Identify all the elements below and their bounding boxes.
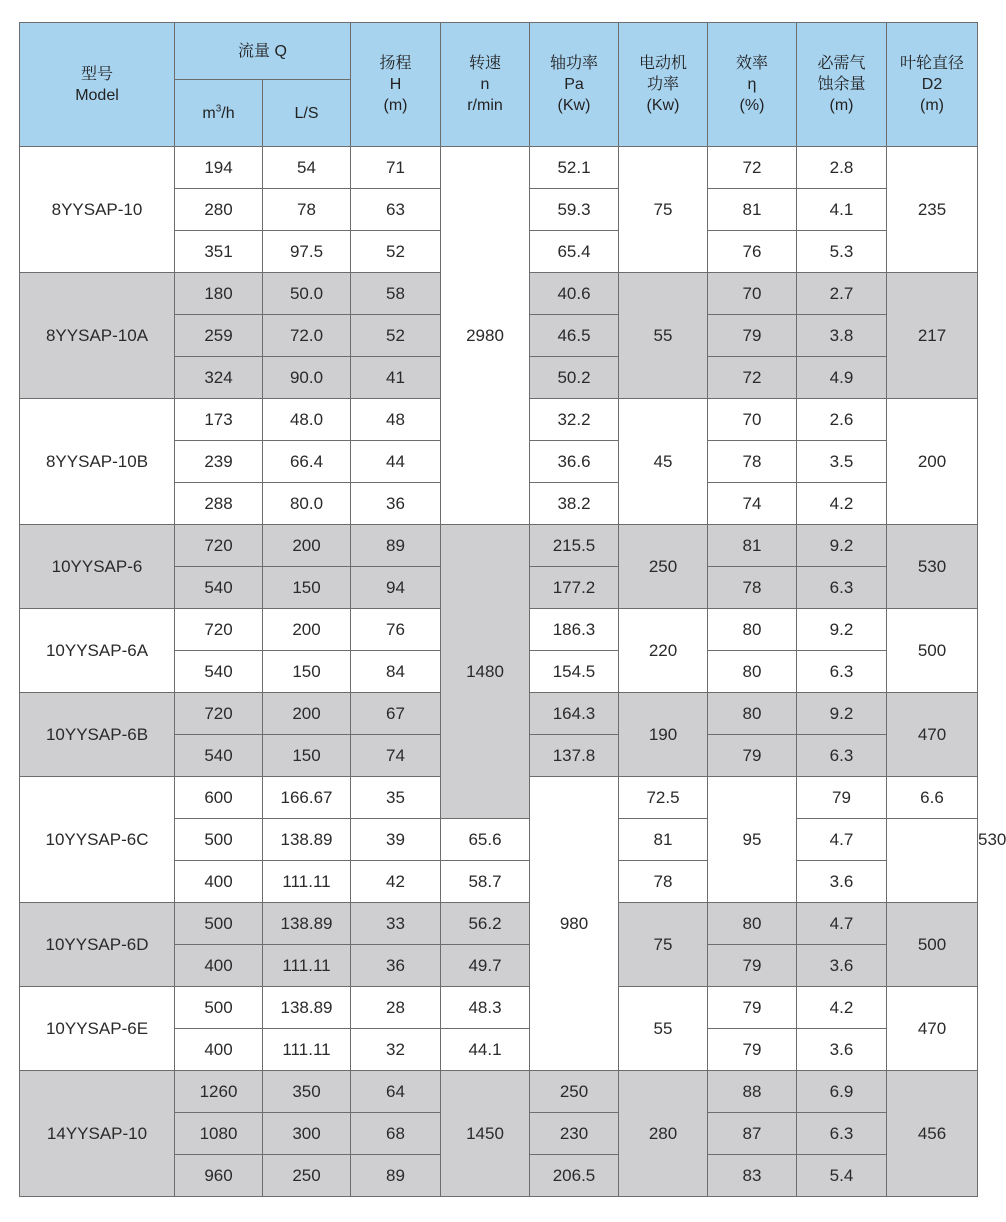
flow-m3h-cell: 324 — [175, 357, 263, 399]
flow-m3h-cell: 400 — [175, 945, 263, 987]
head-cell: 36 — [351, 945, 441, 987]
npsh-cell: 3.6 — [797, 861, 887, 903]
impeller-diameter-cell: 500 — [887, 903, 978, 987]
flow-ls-cell: 72.0 — [263, 315, 351, 357]
shaft-power-cell: 56.2 — [441, 903, 530, 945]
npsh-cell: 6.3 — [797, 1113, 887, 1155]
head-cell: 52 — [351, 231, 441, 273]
flow-ls-cell: 250 — [263, 1155, 351, 1197]
shaft-power-cell: 215.5 — [530, 525, 619, 567]
model-cell: 10YYSAP-6A — [20, 609, 175, 693]
flow-m3h-cell: 180 — [175, 273, 263, 315]
shaft-power-cell: 44.1 — [441, 1029, 530, 1071]
head-cell: 67 — [351, 693, 441, 735]
speed-cell: 1480 — [441, 525, 530, 819]
flow-m3h-cell: 500 — [175, 987, 263, 1029]
flow-ls-cell: 97.5 — [263, 231, 351, 273]
head-cell: 32 — [351, 1029, 441, 1071]
speed-cell: 1450 — [441, 1071, 530, 1197]
speed-cell: 980 — [530, 777, 619, 1071]
efficiency-cell: 81 — [619, 819, 708, 861]
efficiency-cell: 76 — [708, 231, 797, 273]
flow-ls-cell: 150 — [263, 735, 351, 777]
npsh-cell: 2.8 — [797, 147, 887, 189]
table-row — [20, 525, 978, 567]
npsh-cell: 4.1 — [797, 189, 887, 231]
flow-ls-cell: 200 — [263, 609, 351, 651]
motor-power-cell: 220 — [619, 609, 708, 693]
flow-m3h-cell: 288 — [175, 483, 263, 525]
efficiency-cell: 79 — [797, 777, 887, 819]
flow-m3h-cell: 500 — [175, 819, 263, 861]
efficiency-cell: 80 — [708, 651, 797, 693]
motor-power-cell: 75 — [619, 903, 708, 987]
flow-m3h-cell: 720 — [175, 525, 263, 567]
impeller-diameter-cell: 530 — [887, 525, 978, 609]
shaft-power-cell: 154.5 — [530, 651, 619, 693]
flow-m3h-cell: 1260 — [175, 1071, 263, 1113]
npsh-cell: 9.2 — [797, 525, 887, 567]
flow-ls-cell: 300 — [263, 1113, 351, 1155]
npsh-cell: 2.6 — [797, 399, 887, 441]
impeller-diameter-cell: 470 — [887, 987, 978, 1071]
model-cell: 10YYSAP-6E — [20, 987, 175, 1071]
efficiency-cell: 70 — [708, 399, 797, 441]
shaft-power-cell: 32.2 — [530, 399, 619, 441]
shaft-power-cell: 40.6 — [530, 273, 619, 315]
shaft-power-cell: 72.5 — [619, 777, 708, 819]
npsh-cell: 3.6 — [797, 1029, 887, 1071]
model-cell: 10YYSAP-6 — [20, 525, 175, 609]
flow-ls-cell: 78 — [263, 189, 351, 231]
flow-ls-cell: 111.11 — [263, 1029, 351, 1071]
table-row — [20, 903, 978, 945]
spec-body — [20, 147, 1006, 1197]
speed-cell: 2980 — [441, 147, 530, 525]
flow-m3h-cell: 720 — [175, 609, 263, 651]
efficiency-cell: 80 — [708, 609, 797, 651]
shaft-power-cell: 36.6 — [530, 441, 619, 483]
motor-power-cell: 55 — [619, 987, 708, 1071]
npsh-cell: 4.2 — [797, 483, 887, 525]
flow-ls-cell: 166.67 — [263, 777, 351, 819]
header-motor-power: 电动机 功率 (Kw) — [619, 23, 708, 147]
head-cell: 68 — [351, 1113, 441, 1155]
head-cell: 84 — [351, 651, 441, 693]
flow-m3h-cell: 540 — [175, 735, 263, 777]
head-cell: 33 — [351, 903, 441, 945]
flow-m3h-cell: 239 — [175, 441, 263, 483]
head-cell: 42 — [351, 861, 441, 903]
shaft-power-cell: 58.7 — [441, 861, 530, 903]
efficiency-cell: 74 — [708, 483, 797, 525]
header-efficiency: 效率 η (%) — [708, 23, 797, 147]
shaft-power-cell: 177.2 — [530, 567, 619, 609]
model-cell: 10YYSAP-6B — [20, 693, 175, 777]
head-cell: 48 — [351, 399, 441, 441]
head-cell: 76 — [351, 609, 441, 651]
model-cell: 8YYSAP-10A — [20, 273, 175, 399]
model-cell: 10YYSAP-6D — [20, 903, 175, 987]
flow-ls-cell: 150 — [263, 567, 351, 609]
shaft-power-cell: 65.4 — [530, 231, 619, 273]
efficiency-cell: 83 — [708, 1155, 797, 1197]
head-cell: 71 — [351, 147, 441, 189]
flow-ls-cell: 66.4 — [263, 441, 351, 483]
flow-m3h-cell: 280 — [175, 189, 263, 231]
efficiency-cell: 72 — [708, 357, 797, 399]
npsh-cell: 6.3 — [797, 735, 887, 777]
efficiency-cell: 88 — [708, 1071, 797, 1113]
efficiency-cell: 70 — [708, 273, 797, 315]
flow-m3h-cell: 540 — [175, 651, 263, 693]
head-cell: 36 — [351, 483, 441, 525]
npsh-cell: 3.6 — [797, 945, 887, 987]
shaft-power-cell: 230 — [530, 1113, 619, 1155]
motor-power-cell: 55 — [619, 273, 708, 399]
efficiency-cell: 80 — [708, 903, 797, 945]
flow-m3h-cell: 540 — [175, 567, 263, 609]
impeller-diameter-cell: 217 — [887, 273, 978, 399]
flow-ls-cell: 80.0 — [263, 483, 351, 525]
motor-power-cell: 250 — [619, 525, 708, 609]
efficiency-cell: 79 — [708, 1029, 797, 1071]
flow-m3h-cell: 351 — [175, 231, 263, 273]
shaft-power-cell: 50.2 — [530, 357, 619, 399]
efficiency-cell: 72 — [708, 147, 797, 189]
head-cell: 63 — [351, 189, 441, 231]
header-flow: 流量 Q — [175, 23, 351, 80]
npsh-cell: 9.2 — [797, 609, 887, 651]
impeller-diameter-cell: 235 — [887, 147, 978, 273]
shaft-power-cell: 49.7 — [441, 945, 530, 987]
head-cell: 39 — [351, 819, 441, 861]
shaft-power-cell: 38.2 — [530, 483, 619, 525]
header-impeller-diameter: 叶轮直径 D2 (m) — [887, 23, 978, 147]
table-row: 10YYSAP-6C 600 166.67 35 980 72.5 95 79 6.6 530 — [20, 777, 978, 819]
flow-m3h-cell: 173 — [175, 399, 263, 441]
efficiency-cell: 79 — [708, 315, 797, 357]
npsh-cell: 3.8 — [797, 315, 887, 357]
npsh-cell: 4.2 — [797, 987, 887, 1029]
efficiency-cell: 81 — [708, 525, 797, 567]
shaft-power-cell: 137.8 — [530, 735, 619, 777]
header-model: 型号 Model — [20, 23, 175, 147]
table-row — [20, 987, 978, 1029]
header-flow-ls: L/S — [263, 80, 351, 147]
shaft-power-cell: 46.5 — [530, 315, 619, 357]
npsh-cell: 6.9 — [797, 1071, 887, 1113]
efficiency-cell: 78 — [708, 567, 797, 609]
header-shaft-power: 轴功率 Pa (Kw) — [530, 23, 619, 147]
npsh-cell: 6.3 — [797, 567, 887, 609]
header-speed: 转速 n r/min — [441, 23, 530, 147]
flow-ls-cell: 200 — [263, 693, 351, 735]
table-row — [20, 1071, 978, 1113]
head-cell: 58 — [351, 273, 441, 315]
flow-m3h-cell: 500 — [175, 903, 263, 945]
motor-power-cell: 190 — [619, 693, 708, 777]
pump-spec-table — [19, 22, 1006, 1197]
efficiency-cell: 78 — [619, 861, 708, 903]
impeller-diameter-cell: 200 — [887, 399, 978, 525]
efficiency-cell: 81 — [708, 189, 797, 231]
efficiency-cell: 80 — [708, 693, 797, 735]
model-cell: 10YYSAP-6C — [20, 777, 175, 903]
npsh-cell: 3.5 — [797, 441, 887, 483]
flow-ls-cell: 350 — [263, 1071, 351, 1113]
header-head: 扬程 H (m) — [351, 23, 441, 147]
npsh-cell: 4.7 — [797, 819, 887, 861]
flow-ls-cell: 90.0 — [263, 357, 351, 399]
flow-ls-cell: 54 — [263, 147, 351, 189]
flow-m3h-cell: 400 — [175, 1029, 263, 1071]
npsh-cell: 5.3 — [797, 231, 887, 273]
head-cell: 74 — [351, 735, 441, 777]
npsh-cell: 4.7 — [797, 903, 887, 945]
shaft-power-cell: 65.6 — [441, 819, 530, 861]
flow-m3h-cell: 960 — [175, 1155, 263, 1197]
efficiency-cell: 79 — [708, 987, 797, 1029]
efficiency-cell: 87 — [708, 1113, 797, 1155]
head-cell: 28 — [351, 987, 441, 1029]
flow-ls-cell: 111.11 — [263, 945, 351, 987]
flow-m3h-cell: 720 — [175, 693, 263, 735]
npsh-cell: 9.2 — [797, 693, 887, 735]
motor-power-cell: 45 — [619, 399, 708, 525]
flow-m3h-cell: 400 — [175, 861, 263, 903]
head-cell: 35 — [351, 777, 441, 819]
flow-ls-cell: 138.89 — [263, 819, 351, 861]
npsh-cell: 6.3 — [797, 651, 887, 693]
motor-power-cell: 95 — [708, 777, 797, 903]
shaft-power-cell: 52.1 — [530, 147, 619, 189]
shaft-power-cell: 48.3 — [441, 987, 530, 1029]
flow-ls-cell: 200 — [263, 525, 351, 567]
motor-power-cell: 75 — [619, 147, 708, 273]
model-cell: 8YYSAP-10B — [20, 399, 175, 525]
flow-m3h-cell: 194 — [175, 147, 263, 189]
model-cell: 14YYSAP-10 — [20, 1071, 175, 1197]
flow-ls-cell: 150 — [263, 651, 351, 693]
flow-m3h-cell: 1080 — [175, 1113, 263, 1155]
impeller-diameter-cell: 470 — [887, 693, 978, 777]
efficiency-cell: 78 — [708, 441, 797, 483]
efficiency-cell: 79 — [708, 945, 797, 987]
npsh-cell: 2.7 — [797, 273, 887, 315]
table-row — [20, 147, 978, 189]
shaft-power-cell: 206.5 — [530, 1155, 619, 1197]
shaft-power-cell: 164.3 — [530, 693, 619, 735]
header-flow-m3h: $m^3/h$ — [175, 80, 263, 147]
head-cell: 89 — [351, 525, 441, 567]
motor-power-cell: 280 — [619, 1071, 708, 1197]
flow-m3h-cell: 259 — [175, 315, 263, 357]
head-cell: 89 — [351, 1155, 441, 1197]
impeller-diameter-cell: 456 — [887, 1071, 978, 1197]
head-cell: 64 — [351, 1071, 441, 1113]
efficiency-cell: 79 — [708, 735, 797, 777]
head-cell: 52 — [351, 315, 441, 357]
model-cell: 8YYSAP-10 — [20, 147, 175, 273]
head-cell: 44 — [351, 441, 441, 483]
shaft-power-cell: 186.3 — [530, 609, 619, 651]
impeller-diameter-cell: 500 — [887, 609, 978, 693]
shaft-power-cell: 250 — [530, 1071, 619, 1113]
flow-ls-cell: 138.89 — [263, 903, 351, 945]
flow-ls-cell: 50.0 — [263, 273, 351, 315]
flow-ls-cell: 138.89 — [263, 987, 351, 1029]
head-cell: 41 — [351, 357, 441, 399]
npsh-cell: 5.4 — [797, 1155, 887, 1197]
npsh-cell: 6.6 — [887, 777, 978, 819]
shaft-power-cell: 59.3 — [530, 189, 619, 231]
flow-m3h-cell: 600 — [175, 777, 263, 819]
header-npsh: 必需气 蚀余量 (m) — [797, 23, 887, 147]
head-cell: 94 — [351, 567, 441, 609]
flow-ls-cell: 48.0 — [263, 399, 351, 441]
flow-ls-cell: 111.11 — [263, 861, 351, 903]
npsh-cell: 4.9 — [797, 357, 887, 399]
